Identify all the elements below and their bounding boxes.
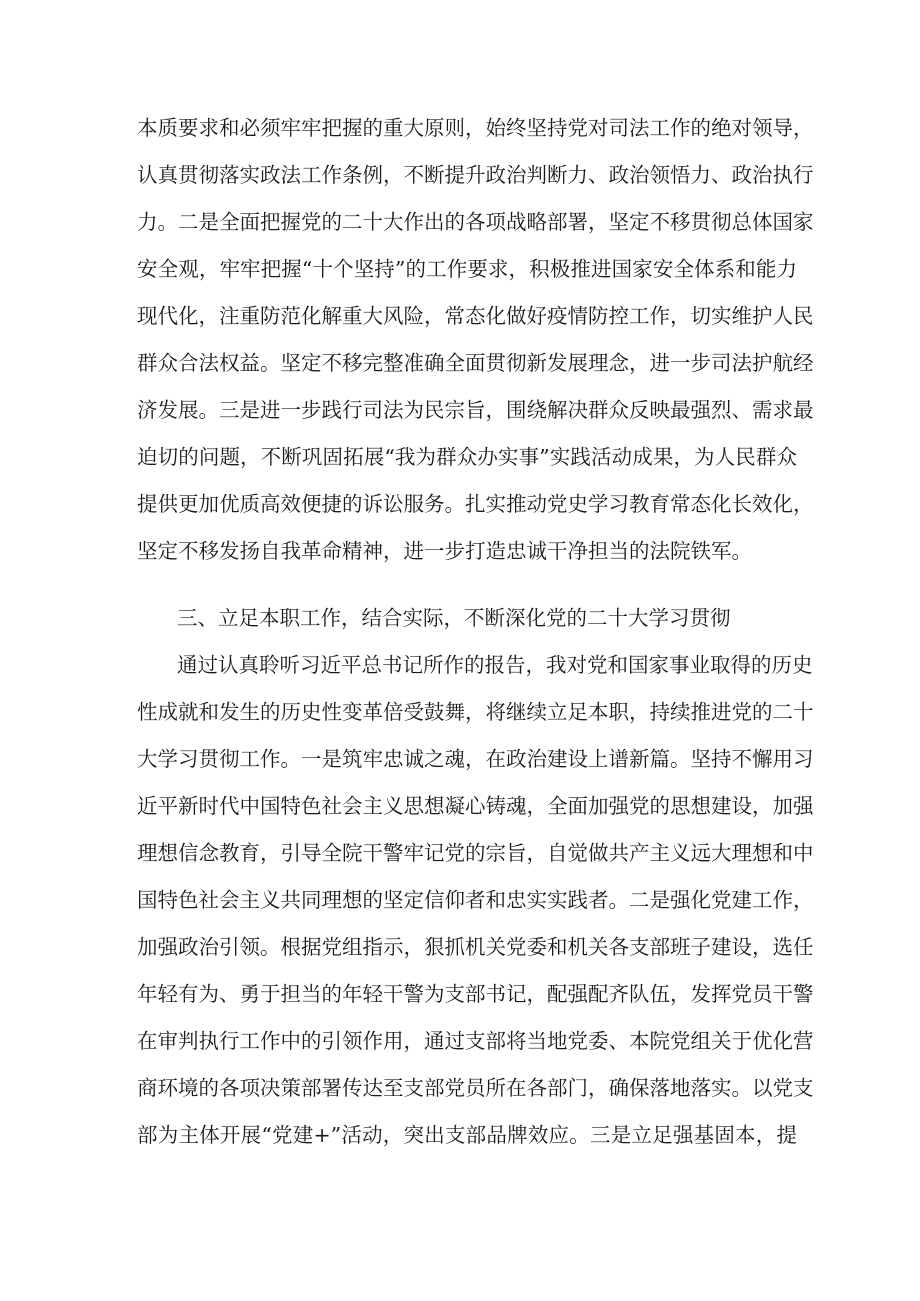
text-line: 群众合法权益。坚定不移完整准确全面贯彻新发展理念，进一步司法护航经 [137, 351, 814, 375]
text-line: 现代化，注重防范化解重大风险，常态化做好疫情防控工作，切实维护人民 [137, 304, 814, 328]
text-line: 国特色社会主义共同理想的坚定信仰者和忠实实践者。二是强化党建工作， [137, 888, 814, 912]
text-line: 通过认真聆听习近平总书记所作的报告，我对党和国家事业取得的历史 [177, 653, 813, 677]
text-line: 迫切的问题，不断巩固拓展“我为群众办实事”实践活动成果，为人民群众 [137, 445, 797, 469]
text-line: 大学习贯彻工作。一是筑牢忠诚之魂，在政治建设上谱新篇。坚持不懈用习 [137, 747, 814, 771]
text-line: 加强政治引领。根据党组指示，狠抓机关党委和机关各支部班子建设，选任 [137, 935, 814, 959]
text-line: 近平新时代中国特色社会主义思想凝心铸魂，全面加强党的思想建设，加强 [137, 794, 814, 818]
text-line: 部为主体开展“党建+”活动，突出支部品牌效应。三是立足强基固本，提 [137, 1123, 797, 1147]
text-line: 性成就和发生的历史性变革倍受鼓舞，将继续立足本职，持续推进党的二十 [137, 700, 814, 724]
text-line: 本质要求和必须牢牢把握的重大原则，始终坚持党对司法工作的绝对领导， [137, 116, 814, 140]
text-line: 安全观，牢牢把握“十个坚持”的工作要求，积极推进国家安全体系和能力 [137, 257, 797, 281]
text-line: 在审判执行工作中的引领作用，通过支部将当地党委、本院党组关于优化营 [137, 1029, 814, 1053]
text-line: 理想信念教育，引导全院干警牢记党的宗旨，自觉做共产主义远大理想和中 [137, 841, 814, 865]
section-heading: 三、立足本职工作，结合实际，不断深化党的二十大学习贯彻 [177, 606, 731, 630]
text-line: 商环境的各项决策部署传达至支部党员所在各部门，确保落地落实。以党支 [137, 1076, 814, 1100]
text-line: 提供更加优质高效便捷的诉讼服务。扎实推动党史学习教育常态化长效化， [137, 492, 814, 516]
text-line: 年轻有为、勇于担当的年轻干警为支部书记，配强配齐队伍，发挥党员干警 [137, 982, 814, 1006]
text-line: 坚定不移发扬自我革命精神，进一步打造忠诚干净担当的法院铁军。 [137, 539, 752, 563]
text-line: 认真贯彻落实政法工作条例，不断提升政治判断力、政治领悟力、政治执行 [137, 163, 814, 187]
text-line: 济发展。三是进一步践行司法为民宗旨，围绕解决群众反映最强烈、需求最 [137, 398, 814, 422]
text-line: 力。二是全面把握党的二十大作出的各项战略部署，坚定不移贯彻总体国家 [137, 210, 814, 234]
